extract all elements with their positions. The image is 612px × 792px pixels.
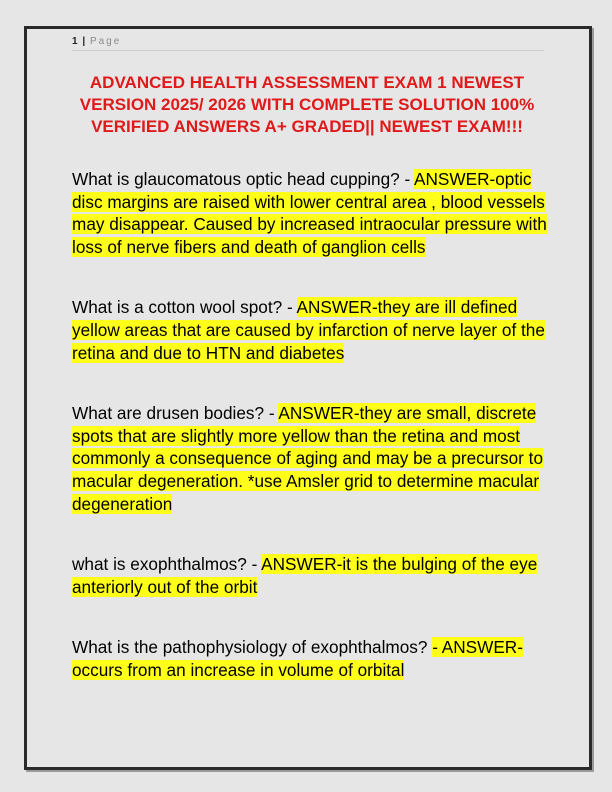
page-header [72, 36, 544, 51]
question-text: What is the pathophysiology of exophthalmos? [72, 637, 433, 658]
qa-item [72, 296, 550, 364]
qa-list [72, 168, 550, 682]
qa-item [72, 553, 550, 598]
qa-item [72, 636, 550, 681]
document-title: ADVANCED HEALTH ASSESSMENT EXAM 1 NEWEST VERSION 2025/ 2026 WITH COMPLETE SOLUTION 100% VERIFIED ANSWERS A+ GRADED|| NEWEST EXAM!!! [79, 73, 535, 136]
question-text: what is exophthalmos? - [72, 554, 262, 575]
answer-text: ANSWER-they are small, discrete spots that are slightly more yellow than the retina and most commonly a consequence of aging and may be a precursor to macular degeneration. *use Amsler grid to determine macular degeneration [72, 403, 544, 514]
page-separator: | [82, 36, 86, 47]
page-number: 1 [72, 36, 78, 47]
answer-text: ANSWER-they are ill defined yellow areas that are caused by infarction of nerve layer of the retina and due to HTN and diabetes [72, 297, 545, 363]
qa-item [72, 168, 550, 258]
answer-text: - ANSWER-occurs from an increase in volume of orbital [72, 637, 523, 680]
qa-item [72, 402, 550, 515]
page-label: Page [89, 36, 122, 47]
question-text: What are drusen bodies? - [72, 403, 279, 424]
question-text: What is glaucomatous optic head cupping? - [72, 169, 415, 189]
answer-text: ANSWER-it is the bulging of the eye anteriorly out of the orbit [72, 554, 538, 597]
answer-text: ANSWER-optic disc margins are raised with lower central area , blood vessels may disappear. Caused by increased intraocular pressure with loss of nerve fibers and death of ganglion cells [72, 169, 547, 257]
question-text: What is a cotton wool spot? - [72, 297, 297, 318]
